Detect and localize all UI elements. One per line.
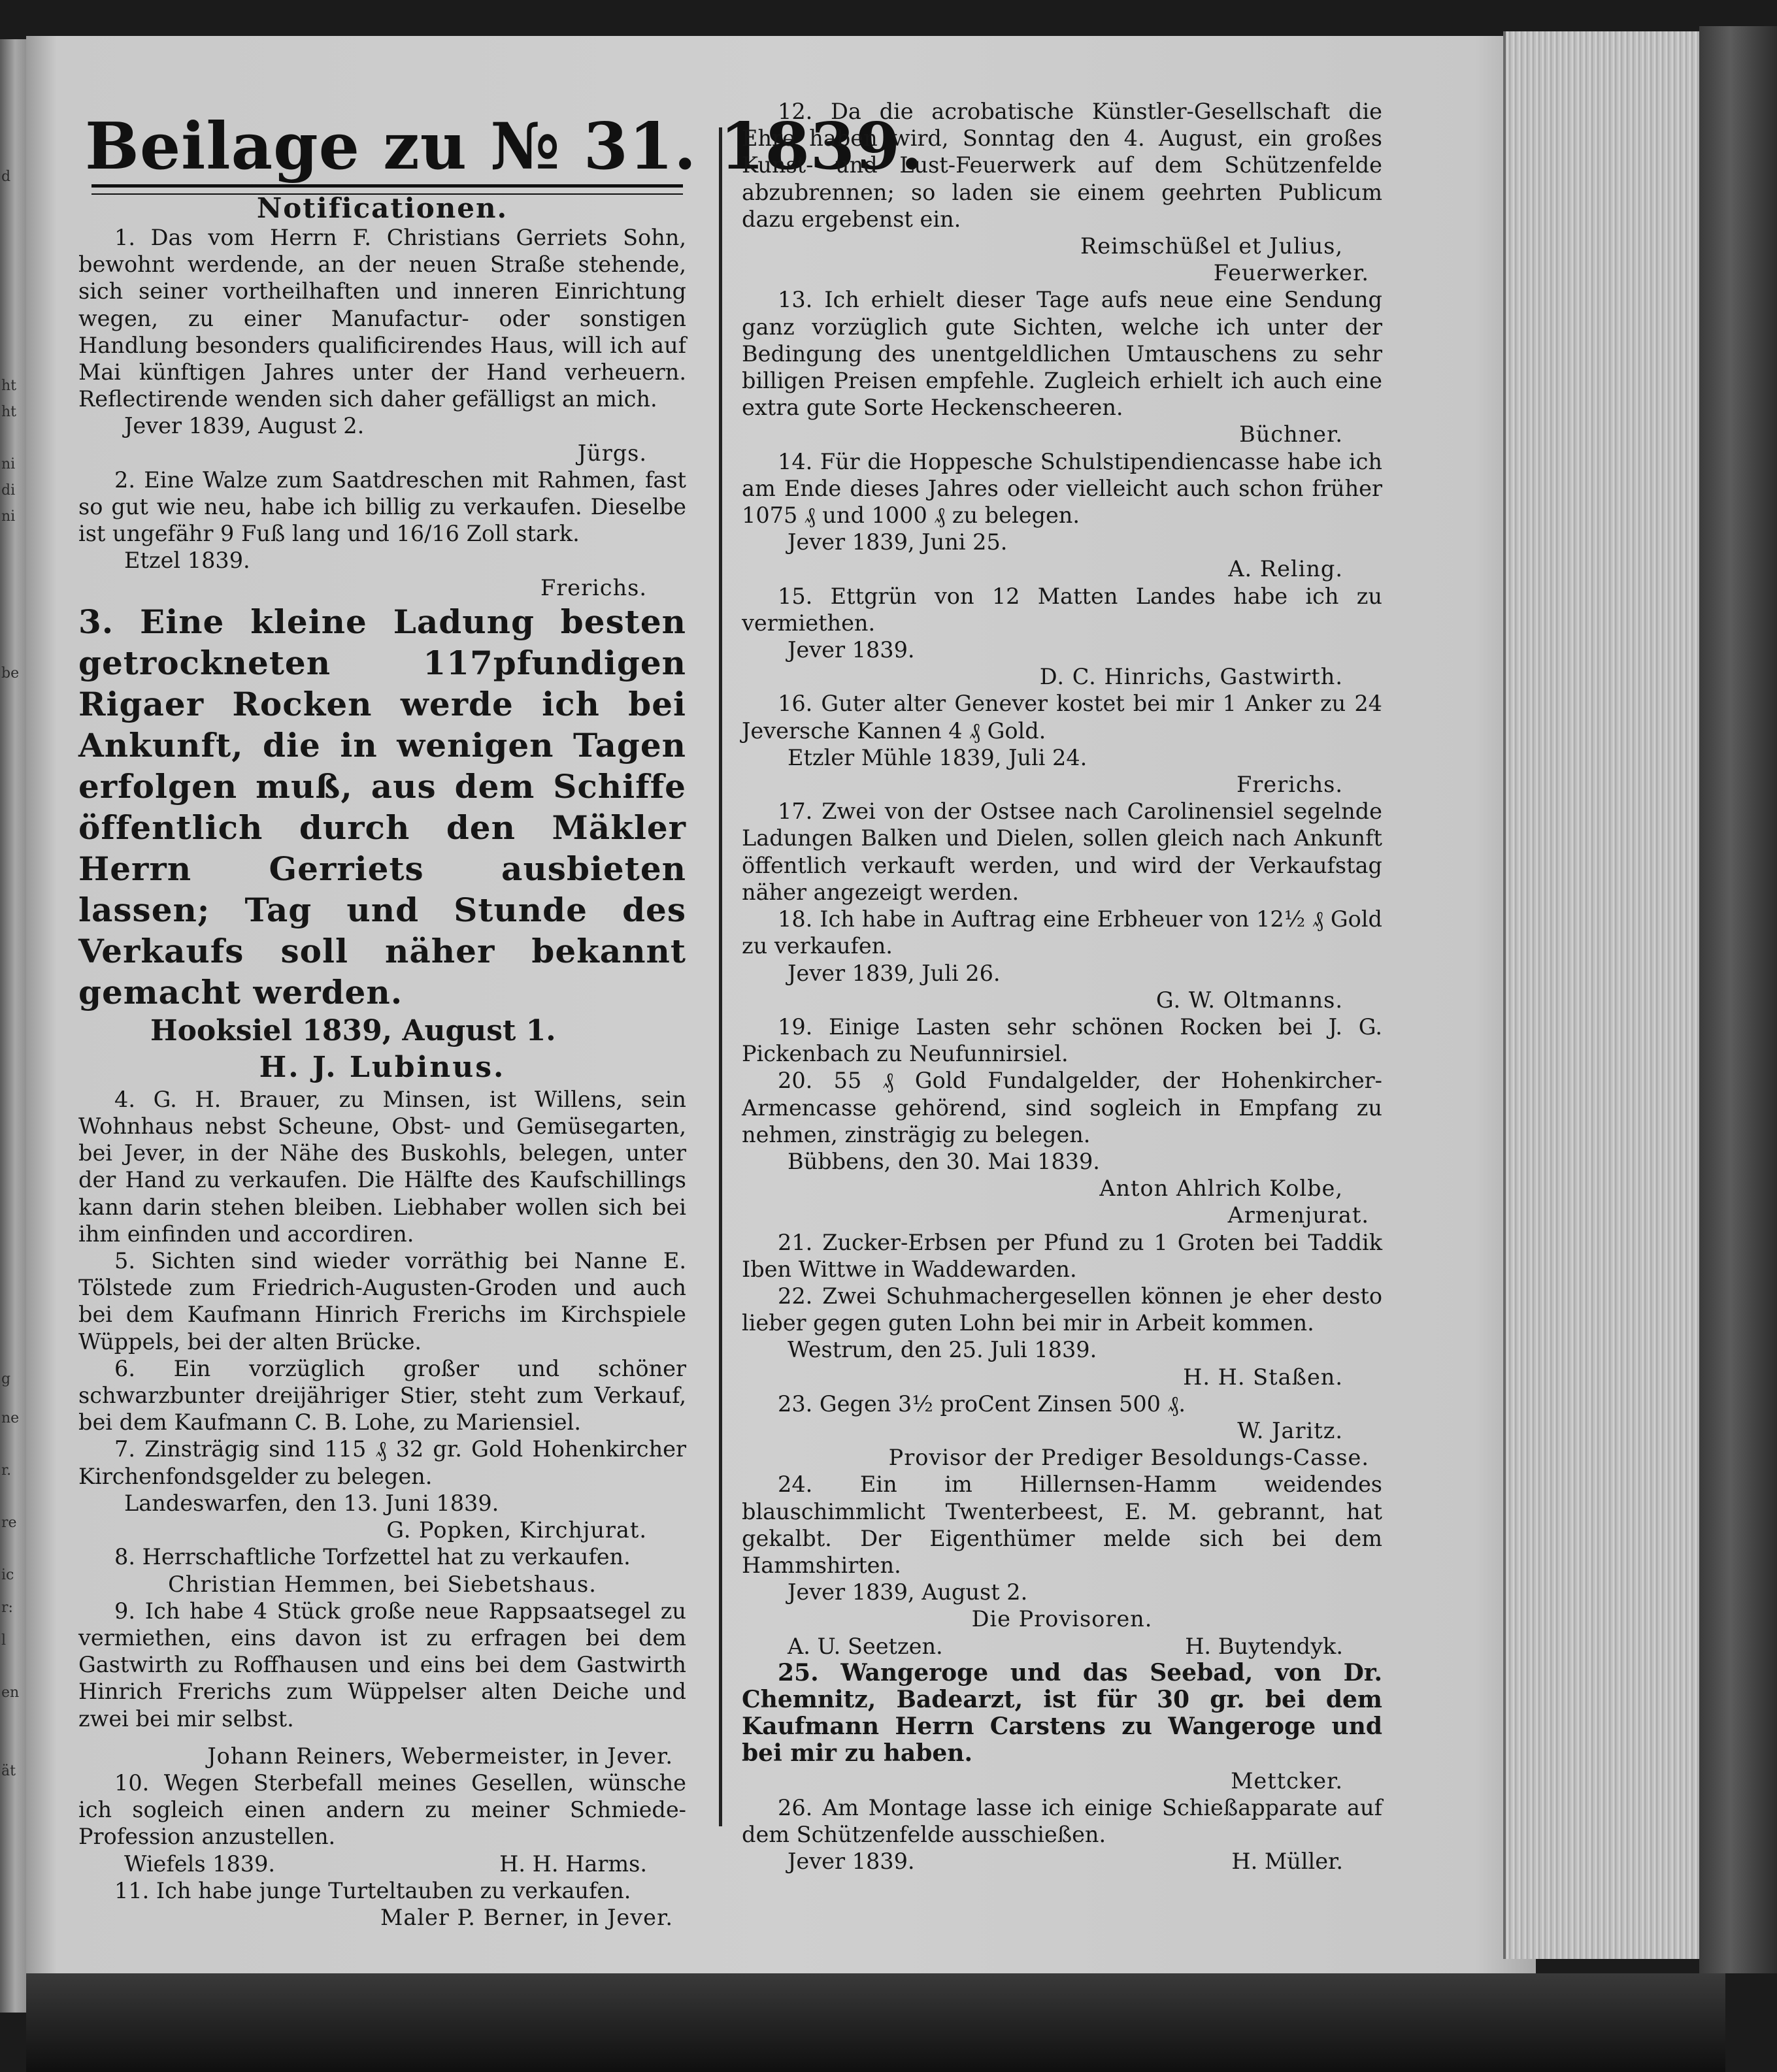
notice-18: 18. Ich habe in Auftrag eine Erbheuer von 12½ ₰ Gold zu verkaufen. [742, 906, 1382, 959]
prev-page-fragment: ht [1, 404, 17, 420]
notice-14-signature: A. Reling. [1228, 556, 1343, 582]
notice-23: 23. Gegen 3½ proCent Zinsen 500 ₰. [778, 1390, 1186, 1417]
prev-page-fragment: re [1, 1515, 17, 1531]
notice-24-place: Jever 1839, August 2. [788, 1579, 1028, 1605]
notice-26-signature: H. Müller. [1231, 1849, 1343, 1875]
prev-page-fragment: ic [1, 1567, 14, 1583]
prev-page-fragment: d [1, 169, 11, 185]
prev-page-fragment: be [1, 665, 20, 682]
notice-24-signatory-a: A. U. Seetzen. [788, 1633, 943, 1659]
notice-7-signature: G. Popken, Kirchjurat. [386, 1517, 647, 1543]
notice-18-place: Jever 1839, Juli 26. [788, 960, 1001, 986]
notice-11-signature: Maler P. Berner, in Jever. [380, 1904, 673, 1930]
notice-15-signature: D. C. Hinrichs, Gastwirth. [1039, 664, 1343, 690]
notice-6: 6. Ein vorzüglich großer und schöner schwarzbunter dreijähriger Stier, steht zum Verkauf, bei dem Kaufmann C. B. Lohe, zu Mariensiel. [78, 1355, 686, 1436]
section-heading: Notificationen. [256, 192, 508, 224]
notice-3: 3. Eine kleine Ladung besten getrockneten 117pfundigen Rigaer Rocken werde ich bei Ankunft, die in wenigen Tagen erfolgen muß, aus dem Schiffe öffentlich durch den Mäkler Herrn Gerriets ausbieten lassen; Tag und Stunde des Verkaufs soll näher bekannt gemacht werden. [78, 602, 686, 1011]
notice-7-place: Landeswarfen, den 13. Juni 1839. [124, 1490, 499, 1516]
notice-12-signature: Reimschüßel et Julius, [1080, 233, 1343, 259]
masthead-title: Beilage zu № 31. 1839. [85, 109, 924, 184]
notice-8-signature: Christian Hemmen, bei Siebetshaus. [168, 1571, 597, 1597]
prev-page-fragment: g [1, 1371, 11, 1387]
notice-22: 22. Zwei Schuhmachergesellen können je eher desto lieber gegen guten Lohn bei mir in Arbeit kommen. [742, 1283, 1382, 1336]
notice-10-place: Wiefels 1839. [124, 1850, 276, 1877]
notice-1-signature: Jürgs. [577, 440, 647, 466]
notice-24-signature: Die Provisoren. [971, 1606, 1153, 1632]
notice-9-signature: Johann Reiners, Webermeister, in Jever. [207, 1743, 673, 1769]
notice-25: 25. Wangeroge und das Seebad, von Dr. Chemnitz, Badearzt, ist für 30 gr. bei dem Kaufmann Herrn Carstens zu Wangeroge und bei mir zu haben. [742, 1658, 1382, 1768]
notice-19: 19. Einige Lasten sehr schönen Rocken bei J. G. Pickenbach zu Neufunnirsiel. [742, 1013, 1382, 1067]
notice-17: 17. Zwei von der Ostsee nach Carolinensiel segelnde Ladungen Balken und Dielen, sollen gleich nach Ankunft öffentlich verkauft werden, und wird der Verkaufstag näher angezeigt werden. [742, 798, 1382, 905]
notice-22-place: Westrum, den 25. Juli 1839. [788, 1337, 1097, 1363]
notice-10-signature: H. H. Harms. [499, 1850, 647, 1877]
notice-18-signature: G. W. Oltmanns. [1155, 987, 1343, 1013]
notice-15: 15. Ettgrün von 12 Matten Landes habe ich zu vermiethen. [742, 583, 1382, 636]
notice-2-signature: Frerichs. [540, 574, 647, 600]
notice-10: 10. Wegen Sterbefall meines Gesellen, wünsche ich sogleich einen andern zu meiner Schmiede-Profession anzustellen. [78, 1769, 686, 1850]
prev-page-fragment: en [1, 1685, 20, 1701]
notice-2-place: Etzel 1839. [124, 548, 250, 574]
prev-page-fragment: ni [1, 456, 16, 472]
notice-4: 4. G. H. Brauer, zu Minsen, ist Willens, sein Wohnhaus nebst Scheune, Obst- und Gemüsegarten, bei Jever, in der Nähe des Buskohls, belegen, unter der Hand zu verkaufen. Die Hälfte des Kaufschillings kann darin stehen bleiben. Liebhaber wollen sich bei ihm einfinden und accordiren. [78, 1086, 686, 1247]
notice-8: 8. Herrschaftliche Torfzettel hat zu verkaufen. [114, 1544, 631, 1570]
notice-26-footer [742, 1848, 1382, 1875]
notice-14: 14. Für die Hoppesche Schulstipendiencasse habe ich am Ende dieses Jahres oder vielleicht auch schon früher 1075 ₰ und 1000 ₰ zu belegen. [742, 448, 1382, 529]
prev-page-fragment: ht [1, 378, 17, 394]
notice-25-signature: Mettcker. [1231, 1768, 1343, 1794]
left-column [78, 193, 686, 1931]
notice-26: 26. Am Montage lasse ich einige Schießapparate auf dem Schützenfelde ausschießen. [742, 1794, 1382, 1847]
notice-14-place: Jever 1839, Juni 25. [788, 529, 1008, 555]
notice-5: 5. Sichten sind wieder vorräthig bei Nanne E. Tölstede zum Friedrich-Augusten-Groden und auch bei dem Kaufmann Hinrich Frerichs im Kirchspiele Wüppels, bei der alten Brücke. [78, 1248, 686, 1355]
notice-13: 13. Ich erhielt dieser Tage aufs neue eine Sendung ganz vorzüglich gute Sichten, welche ich unter der Bedingung des unentgeldlichen Umtauschens zu sehr billigen Preisen empfehle. Zugleich erhielt ich auch eine extra gute Sorte Heckenscheeren. [742, 287, 1382, 421]
notice-16-place: Etzler Mühle 1839, Juli 24. [788, 744, 1088, 770]
bottom-shadow [26, 1973, 1725, 2072]
prev-page-fragment: l [1, 1632, 7, 1649]
notice-3-signature: H. J. Lubinus. [259, 1050, 506, 1084]
notice-21: 21. Zucker-Erbsen per Pfund zu 1 Groten bei Taddik Iben Wittwe in Waddewarden. [742, 1229, 1382, 1282]
notice-7: 7. Zinsträgig sind 115 ₰ 32 gr. Gold Hohenkircher Kirchenfondsgelder zu belegen. [78, 1436, 686, 1489]
notice-20-place: Bübbens, den 30. Mai 1839. [788, 1148, 1100, 1174]
notice-16-signature: Frerichs. [1237, 772, 1343, 798]
previous-page-edge [0, 39, 27, 2013]
prev-page-fragment: r. [1, 1462, 12, 1479]
notice-20: 20. 55 ₰ Gold Fundalgelder, der Hohenkircher-Armencasse gehörend, sind sogleich in Empfang zu nehmen, zinsträgig zu belegen. [742, 1068, 1382, 1147]
right-column [742, 98, 1382, 1875]
notice-1: 1. Das vom Herrn F. Christians Gerriets Sohn, bewohnt werdende, an der neuen Straße stehende, sich seiner vortheilhaften und inneren Einrichtung wegen, zu einer Manufactur- oder sonstigen Handlung besonders qualificirendes Haus, will ich auf Mai künftigen Jahres unter der Hand verheuern. Reflectirende wenden sich daher gefälligst an mich. [78, 225, 686, 412]
notice-20-signature: Anton Ahlrich Kolbe, [1099, 1176, 1343, 1202]
notice-12: 12. Da die acrobatische Künstler-Gesellschaft die Ehre haben wird, Sonntag den 4. August, ein großes Kunst- und Lust-Feuerwerk auf dem Schützenfelde abzubrennen; so laden sie einem geehrten Publicum dazu ergebenst ein. [742, 99, 1382, 232]
notice-15-place: Jever 1839. [788, 637, 915, 663]
notice-22-signature: H. H. Staßen. [1183, 1364, 1343, 1390]
notice-23-signature-title: Provisor der Prediger Besoldungs-Casse. [888, 1445, 1369, 1471]
notice-9: 9. Ich habe 4 Stück große neue Rappsaatsegel zu vermiethen, eins davon ist zu erfragen bei dem Gastwirth zu Roffhausen und eins bei dem Gastwirth Hinrich Frerichs zum Wüppelser alten Deiche und zwei bei mir selbst. [78, 1598, 686, 1732]
prev-page-fragment: di [1, 482, 16, 499]
notice-3-place: Hooksiel 1839, August 1. [150, 1013, 556, 1047]
notice-20-signature-title: Armenjurat. [1227, 1202, 1369, 1228]
notice-24-signatory-b: H. Buytendyk. [1185, 1633, 1343, 1659]
notice-16: 16. Guter alter Genever kostet bei mir 1 Anker zu 24 Jeversche Kannen 4 ₰ Gold. [742, 691, 1382, 744]
notice-2: 2. Eine Walze zum Saatdreschen mit Rahmen, fast so gut wie neu, habe ich billig zu verkaufen. Dieselbe ist ungefähr 9 Fuß lang und 16/16 Zoll stark. [78, 467, 686, 547]
notice-11: 11. Ich habe junge Turteltauben zu verkaufen. [114, 1877, 631, 1903]
notice-26-place: Jever 1839. [788, 1849, 915, 1875]
notice-12-signature-title: Feuerwerker. [1213, 260, 1369, 286]
notice-13-signature: Büchner. [1239, 421, 1343, 448]
notice-23-signature: W. Jaritz. [1237, 1417, 1343, 1443]
notice-10-footer [78, 1850, 686, 1877]
book-page-edges [1503, 31, 1705, 1959]
column-divider [719, 127, 722, 1826]
notice-1-place: Jever 1839, August 2. [124, 413, 365, 439]
prev-page-fragment: ne [1, 1410, 20, 1426]
prev-page-fragment: ät [1, 1763, 16, 1779]
prev-page-fragment: ni [1, 508, 16, 525]
notice-24-signatories [742, 1633, 1382, 1660]
prev-page-fragment: r: [1, 1600, 13, 1616]
notice-24: 24. Ein im Hillernsen-Hamm weidendes blauschimmlicht Twenterbeest, E. M. gebrannt, hat gekalbt. Der Eigenthümer melde sich bei dem Hammshirten. [742, 1472, 1382, 1578]
book-cover [1699, 26, 1777, 1973]
